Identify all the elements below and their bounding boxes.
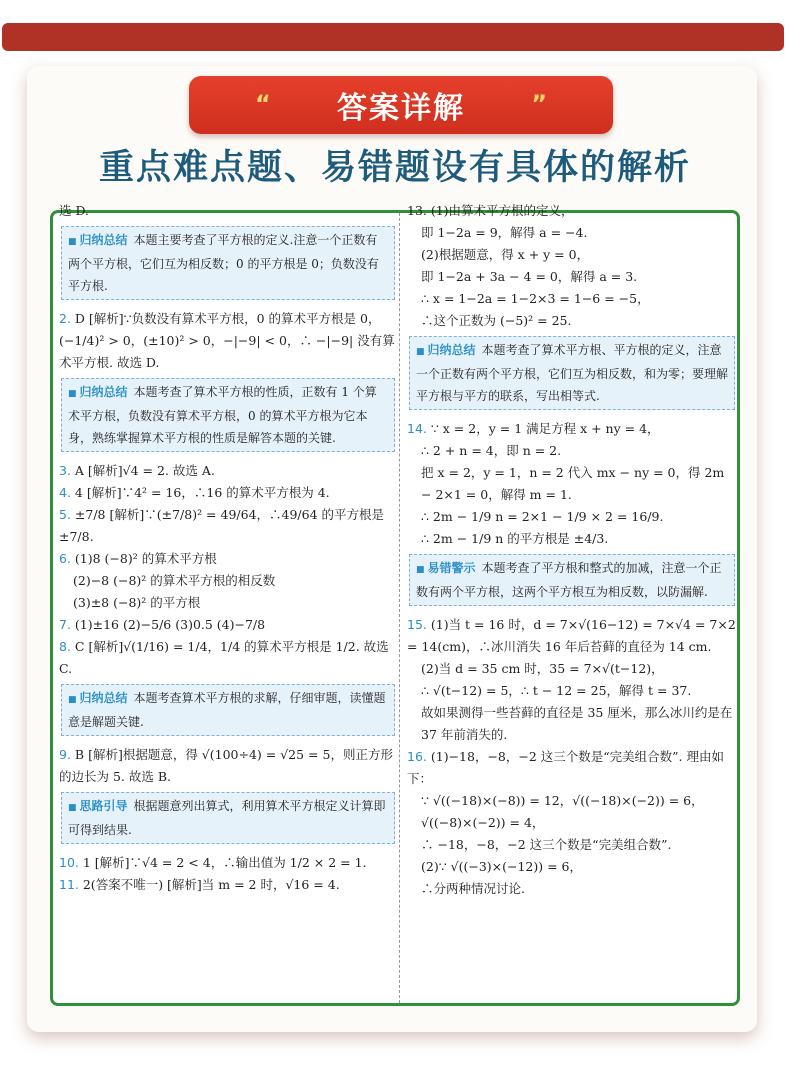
answer-number: 7. [59,617,75,632]
answer-number: 6. [59,551,75,566]
answer-item [59,852,397,874]
left-answer-column [59,203,397,1003]
answer-item [407,614,737,658]
answer-number: 11. [59,877,83,892]
answer-number: 8. [59,639,75,654]
answer-number: 2. [59,311,75,326]
answer-line [407,200,737,222]
answer-item [59,460,397,482]
summary-text: 本题主要考查了平方根的定义.注意一个正数有两个平方根，它们互为相反数；0 的平方根是 0；负数没有平方根. [68,233,379,293]
answer-number: 3. [59,463,75,478]
answer-text: ∵ x = 2，y = 1 满足方程 x + ny = 4， [430,421,660,436]
answer-line [407,266,737,288]
answer-line [407,702,737,746]
answer-item [59,548,397,570]
answer-text: ∴这个正数为 (−5)² = 25. [421,313,572,328]
summary-label: ■ 归纳总结 [416,343,476,357]
banner-title: 答案详解 [337,91,465,126]
left-quote-icon: “ [255,90,271,118]
summary-box [61,792,395,844]
answer-text: 即 1−2a + 3a − 4 = 0，解得 a = 3. [421,269,638,284]
answer-item [407,746,737,790]
answer-text: (1)±16 (2)−5/6 (3)0.5 (4)−7/8 [74,617,266,632]
answer-line [407,878,737,900]
answer-text: (2)当 d = 35 cm 时，35 = 7×√(t−12)， [421,661,664,676]
answer-line [407,658,737,680]
answer-number: 5. [59,507,75,522]
answer-text: (1)当 t = 16 时，d = 7×√(16−12) = 7×√4 = 7×2 = 14(cm)，∴冰川消失 16 年后苔藓的直径为 14 cm. [407,617,736,654]
summary-label: ■ 归纳总结 [68,385,128,399]
answer-line [407,834,737,856]
answer-text: ∴ 2 + n = 4，即 n = 2. [421,443,562,458]
banner-title-pill [189,76,613,134]
answer-text: 选 D. [59,203,90,218]
answer-number: 10. [59,855,83,870]
answer-number: 4. [59,485,75,500]
answer-line [407,462,737,506]
page-subtitle: 重点难点题、易错题设有具体的解析 [98,148,691,188]
answer-text: D [解析]∵负数没有算术平方根，0 的算术平方根是 0，(−1/4)² > 0，(±10)² > 0，−|−9| < 0，∴ −|−9| 没有算术平方根. 故选 D. [59,311,395,370]
answer-text: (2)∵ √((−3)×(−12)) = 6， [421,859,583,874]
answer-text: ∴分两种情况讨论. [421,881,525,896]
answer-text: 1 [解析]∵√4 = 2 < 4，∴输出值为 1/2 × 2 = 1. [82,855,367,870]
summary-text: 根据题意列出算式，利用算术平方根定义计算即可得到结果. [68,799,386,837]
summary-text: 本题考查了算术平方根的性质，正数有 1 个算术平方根，负数没有算术平方根，0 的算术平方根为它本身，熟练掌握算术平方根的性质是解答本题的关键. [68,385,377,445]
answer-line [407,310,737,332]
answer-text: ∴ x = 1−2a = 1−2×3 = 1−6 = −5， [421,291,650,306]
summary-box [61,684,395,736]
answer-line [407,680,737,702]
summary-box [409,336,735,410]
answer-text: ∴ −18，−8，−2 这三个数是“完美组合数”. [421,837,672,852]
answer-item [59,636,397,680]
answer-text: (1)−18，−8，−2 这三个数是“完美组合数”. 理由如下： [407,749,724,786]
answer-line [407,440,737,462]
summary-box [61,226,395,300]
answer-text: 2(答案不唯一) [解析]当 m = 2 时，√16 = 4. [82,877,340,892]
answer-line [407,288,737,310]
answer-text: ∵ √((−18)×(−8)) = 12，√((−18)×(−2)) = 6，√((−8)×(−2)) = 4， [421,793,704,830]
summary-label: ■ 归纳总结 [68,691,128,705]
answer-text: (1)8 (−8)² 的算术平方根 [74,551,217,566]
answer-line [407,222,737,244]
answer-line [407,244,737,266]
summary-label: ■ 归纳总结 [68,233,128,247]
answer-text: A [解析]√4 = 2. 故选 A. [74,463,215,478]
answer-text: 13. (1)由算术平方根的定义， [407,203,574,218]
answer-number: 14. [407,421,431,436]
summary-text: 本题考查了算术平方根、平方根的定义，注意一个正数有两个平方根，它们互为相反数，和为零；要理解平方根与平方的联系，写出相等式. [416,343,729,403]
answer-text: 4 [解析]∵4² = 16，∴16 的算术平方根为 4. [74,485,330,500]
answer-item [59,874,397,896]
summary-text: 本题考查了平方根和整式的加减，注意一个正数有两个平方根，这两个平方根互为相反数，以防漏解. [416,561,722,599]
answer-text: ∴ 2m − 1/9 n = 2×1 − 1/9 × 2 = 16/9. [421,509,664,524]
answer-text: ∴ 2m − 1/9 n 的平方根是 ±4/3. [421,531,609,546]
answer-text: 即 1−2a = 9，解得 a = −4. [421,225,588,240]
answer-line [407,528,737,550]
answer-line [59,570,397,592]
answer-item [59,504,397,548]
answer-text: (2)−8 (−8)² 的算术平方根的相反数 [73,573,276,588]
top-red-bar [2,23,784,51]
column-divider [399,213,400,1003]
answer-line [407,856,737,878]
summary-label: ■ 思路引导 [68,799,128,813]
answer-item [59,308,397,374]
summary-label: ■ 易错警示 [416,561,476,575]
answer-text: ∴ √(t−12) = 5，∴ t − 12 = 25，解得 t = 37. [421,683,692,698]
answer-number: 15. [407,617,431,632]
answer-number: 16. [407,749,431,764]
answer-line [59,592,397,614]
answer-text: C [解析]√(1/16) = 1/4，1/4 的算术平方根是 1/2. 故选 C. [59,639,389,676]
summary-box [409,554,735,606]
answer-item [59,482,397,504]
right-quote-icon: ” [531,90,547,118]
answer-text: (2)根据题意，得 x + y = 0， [421,247,590,262]
answer-text: (3)±8 (−8)² 的平方根 [73,595,201,610]
answer-item [59,614,397,636]
answer-text: ±7/8 [解析]∵(±7/8)² = 49/64，∴49/64 的平方根是 ±7/8. [59,507,385,544]
answer-text: B [解析]根据题意，得 √(100÷4) = √25 = 5，则正方形的边长为 5. 故选 B. [59,747,393,784]
summary-text: 本题考查算术平方根的求解，仔细审题，读懂题意是解题关键. [68,691,386,729]
answer-text: 把 x = 2，y = 1，n = 2 代入 mx − ny = 0，得 2m − 2×1 = 0，解得 m = 1. [421,465,725,502]
answer-text: 故如果测得一些苔藓的直径是 35 厘米，那么冰川约是在 37 年前消失的. [421,705,733,742]
answer-line [407,506,737,528]
right-answer-column [407,203,737,1003]
answer-panel [50,203,740,1006]
answer-number: 9. [59,747,75,762]
answer-line [407,790,737,834]
answer-line [59,200,397,222]
answer-item [407,418,737,440]
answer-item [59,744,397,788]
summary-box [61,378,395,452]
